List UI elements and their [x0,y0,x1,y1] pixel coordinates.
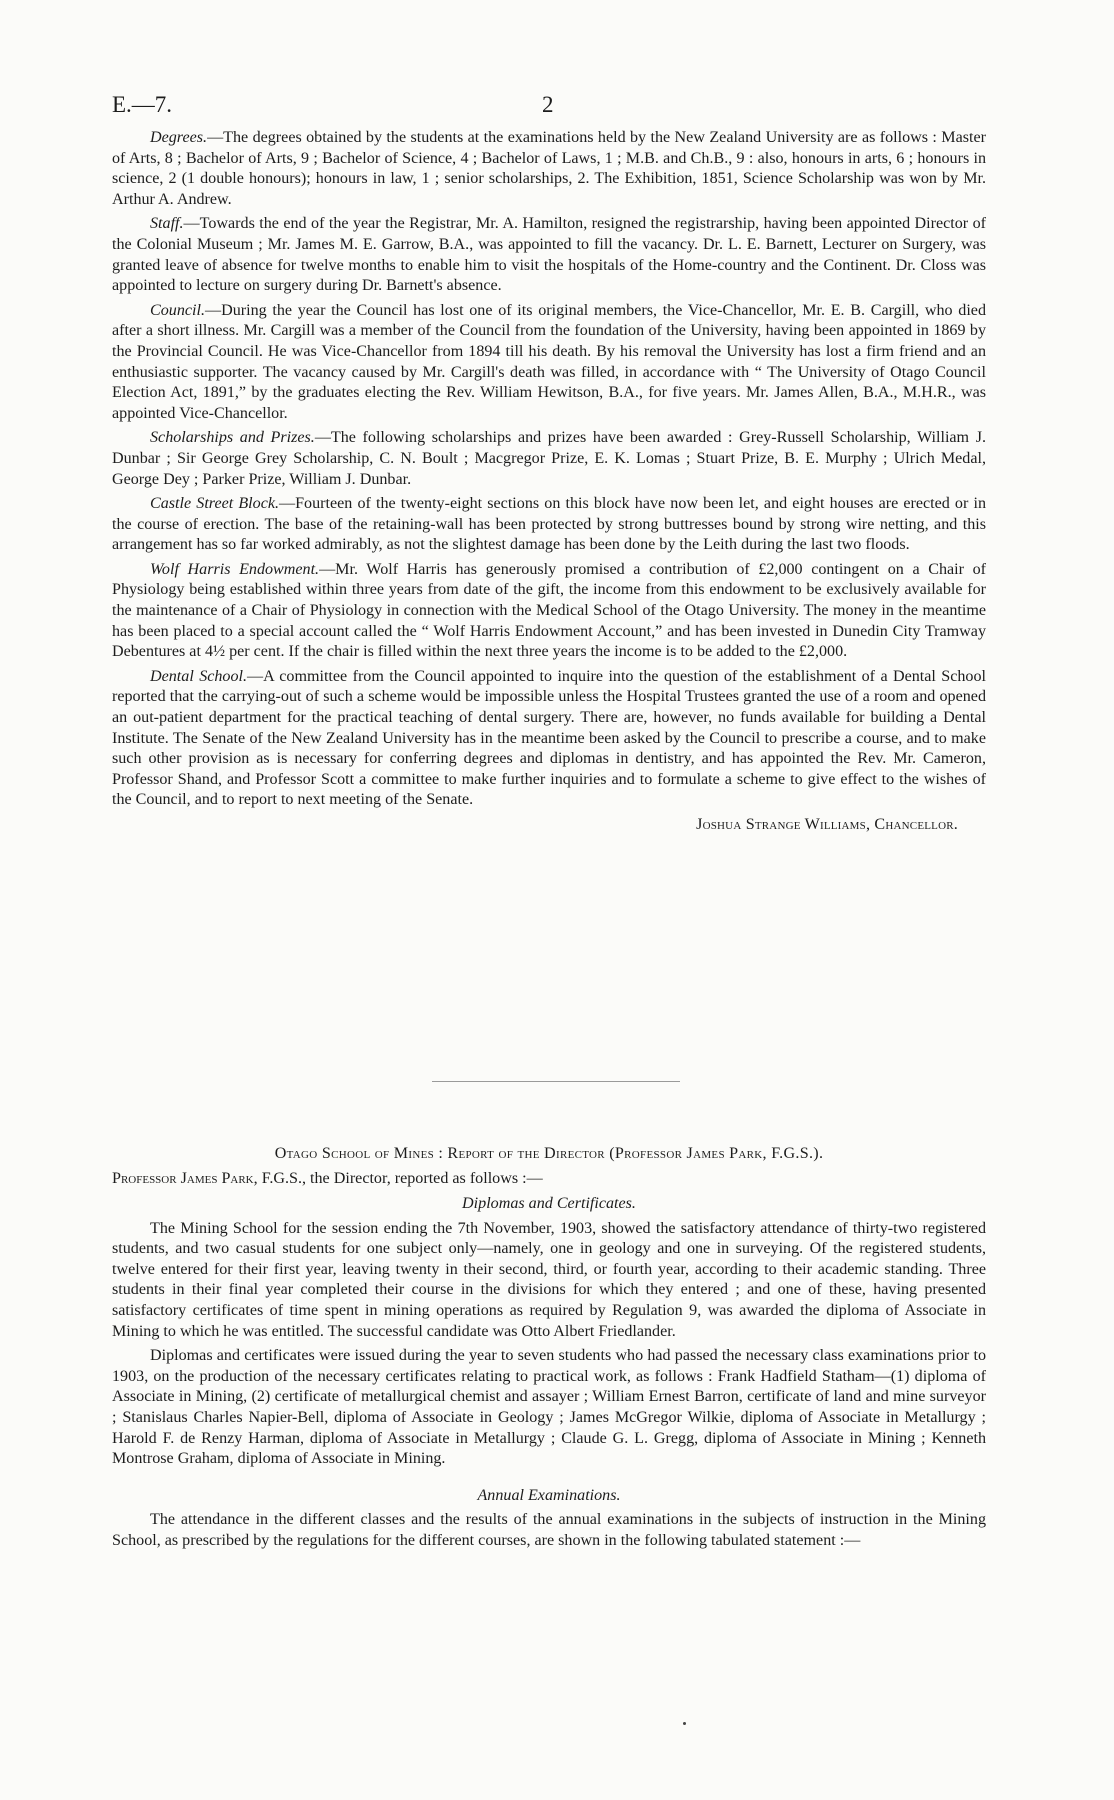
text-staff: —Towards the end of the year the Registrar, Mr. A. Hamilton, resigned the registrarship, having been appointed Director of the Colonial Museum ; Mr. James M. E. Garrow, B.A., was appointed to fill the vacancy. Dr. L. E. Barnett, Lecturer on Surgery, was granted leave of absence for twelve months to enable him to visit the hospitals of the Home-country and the Continent. Dr. Closs was appointed to lecture on surgery during Dr. Barnett's absence. [112,215,986,295]
heading-degrees: Degrees. [150,129,208,146]
page-number: 2 [542,92,554,117]
heading-staff: Staff. [150,215,184,233]
paragraph-dental-school [112,667,986,811]
heading-castle-street: Castle Street Block. [150,495,280,513]
paragraph-castle-street [112,494,986,556]
page-header [112,92,982,122]
text-degrees: —The degrees obtained by the students at the examinations held by the New Zealand University are as follows : Master of Arts, 8 ; Bachelor of Arts, 9 ; Bachelor of Science, 4 ; Bachelor of Laws, 1 ; M.B. and Ch.B., 9 : also, honours in arts, 6 ; honours in science, 2 (1 double honours); honours in law, 1 ; senior scholarships, 2. The Exhibition, 1851, Science Scholarship was won by Mr. Arthur A. Andrew. [112,129,986,208]
paragraph-session: The Mining School for the session ending the 7th November, 1903, showed the satisfactory attendance of thirty-two registered students, and two casual students for one subject only—namely, one in geology and one in surveying. Of the registered students, twelve entered for their first year, leaving twenty in their second, third, or fourth year, according to their academic standing. Three students in their final year completed their course in the divisions for which they entered ; and one of these, having presented satisfactory certificates of time spent in mining operations as required by Regulation 9, was awarded the diploma of Associate in Mining to which he was entitled. The successful candidate was Otto Albert Friedlander. [112,1219,986,1340]
text-dental-school: —A committee from the Council appointed to inquire into the question of the establishment of a Dental School reported that the carrying-out of such a scheme would be impossible unless the Hospital Trustees granted the use of a room and opened an out-patient department for the practical teaching of dental surgery. There are, however, no funds available for building a Dental Institute. The Senate of the New Zealand University has in the meantime been asked by the Council to prescribe a course, and to make such other provision as is necessary for conferring degrees and diplomas in dentistry, and has appointed the Rev. Mr. Cameron, Professor Shand, and Professor Scott a committee to make further inquiries and to formulate a scheme to give effect to the wishes of the Council, and to report to next meeting of the Senate. [112,667,986,809]
mines-report-lead [112,1170,543,1188]
heading-council: Council. [150,301,205,319]
paragraph-diplomas-issued: Diplomas and certificates were issued during the year to seven students who had passed the necessary class examinations prior to 1903, on the production of the necessary certificates relating to practical work, as follows : Frank Hadfield Statham—(1) diploma of Associate in Mining, (2) certificate of metallurgical chemist and assayer ; William Ernest Barron, certificate of land and mine surveyor ; Stanislaus Charles Napier-Bell, diploma of Associate in Geology ; James McGregor Wilkie, diploma of Associate in Metallurgy ; Harold F. de Renzy Harman, diploma of Associate in Metallurgy ; Claude G. L. Gregg, diploma of Associate in Mining ; Kenneth Montrose Graham, diploma of Associate in Mining. [112,1347,986,1468]
section-divider [432,1081,680,1082]
heading-dental-school: Dental School. [150,667,248,685]
paragraph-staff [112,214,986,296]
mines-report-title: Otago School of Mines : Report of the Director (Professor James Park, F.G.S.). [274,1145,824,1162]
ink-speck [683,1722,686,1725]
text-scholarships: —The following scholarships and prizes have been awarded : Grey-Russell Scholarship, William J. Dunbar ; Sir George Grey Scholarship, C. N. Boult ; Macgregor Prize, E. K. Lomas ; Stuart Prize, B. E. Murphy ; Ulrich Medal, George Dey ; Parker Prize, William J. Dunbar. [112,429,986,488]
mines-report-body [112,1194,986,1556]
paragraph-attendance: The attendance in the different classes and the results of the annual examinations in the subjects of instruction in the Mining School, as prescribed by the regulations for the different courses, are shown in the following tabulated statement :— [112,1511,986,1549]
heading-wolf-harris: Wolf Harris Endowment. [150,560,320,578]
paragraph-council [112,301,986,425]
text-castle-street: —Fourteen of the twenty-eight sections on this block have now been let, and eight houses are erected or in the course of erection. The base of the retaining-wall has been protected by strong buttresses bound by strong wire netting, and this arrangement has so far worked admirably, as not the slightest damage has been done by the Leith during the last two floods. [112,495,986,554]
paragraph-scholarships [112,428,986,490]
chancellor-signature: Joshua Strange Williams, Chancellor. [696,816,958,833]
director-name: Professor James Park [112,1170,254,1187]
text-wolf-harris: —Mr. Wolf Harris has generously promised a contribution of £2,000 contingent on a Chair of Physiology being established within three years from date of the gift, the income from this endowment to be exclusively available for the maintenance of a Chair of Physiology in connection with the Medical School of the Otago University. The money in the meantime has been placed to a special account called the “ Wolf Harris Endowment Account,” and has been invested in Dunedin City Tramway Debentures at 4½ per cent. If the chair is filled within the next three years the income is to be added to the £2,000. [112,560,986,661]
heading-scholarships: Scholarships and Prizes. [150,429,315,447]
lead-text: , F.G.S., the Director, reported as follows :— [253,1170,543,1187]
paragraph-degrees [112,128,986,210]
subheading-diplomas: Diplomas and Certificates. [462,1195,636,1212]
text-council: —During the year the Council has lost one of its original members, the Vice-Chancellor, Mr. E. B. Cargill, who died after a short illness. Mr. Cargill was a member of the Council from the foundation of the University, having been appointed in 1869 by the Provincial Council. He was Vice-Chancellor from 1894 till his death. By his removal the University has lost a firm friend and an enthusiastic supporter. The vacancy caused by Mr. Cargill's death was filled, in accordance with “ The University of Otago Council Election Act, 1891,” by the graduates electing the Rev. William Hewitson, B.A., for five years. Mr. James Allen, B.A., M.H.R., was appointed Vice-Chancellor. [112,301,986,422]
paragraph-wolf-harris [112,560,986,663]
subheading-examinations: Annual Examinations. [477,1486,621,1504]
report-code: E.—7. [112,92,173,117]
chancellor-report [112,128,986,836]
